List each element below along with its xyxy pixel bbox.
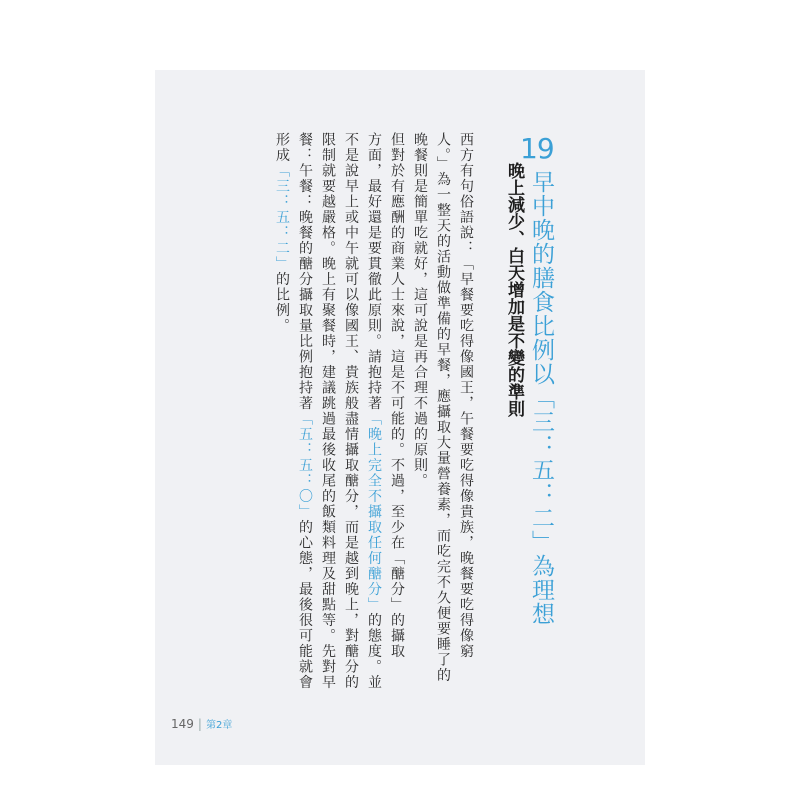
body-text-segment: 但對於有應酬的商業人士來說，這是不可能的。不過，至少在「醣分」的攝取 — [389, 132, 405, 659]
body-column — [386, 132, 407, 659]
body-text-segment: 的態度。並 — [366, 612, 382, 690]
page-number: 149 — [171, 717, 194, 731]
body-column — [409, 132, 430, 489]
body-text-segment: 形成 — [274, 132, 290, 163]
section-subtitle: 晚上減少、白天增加是不變的準則 — [504, 162, 524, 417]
section-number: 19 — [520, 132, 554, 165]
body-column — [455, 132, 476, 659]
body-column — [271, 132, 292, 334]
body-text-segment: 限制就要越嚴格。晚上有聚餐時，建議跳過最後收尾的飯類料理及甜點等。先對早 — [320, 132, 336, 690]
body-text-segment: 人。」為一整天的活動做準備的早餐，應攝取大量營養素，而吃完不久便要睡了的 — [435, 132, 451, 683]
body-text-segment: 餐：午餐：晚餐的醣分攝取量比例抱持著 — [297, 132, 313, 411]
body-text-segment: 晚餐則是簡單吃就好，這可說是再合理不過的原則。 — [412, 132, 428, 489]
body-text-segment: 的心態，最後很可能就會 — [297, 519, 313, 690]
body-text-segment: 西方有句俗語說：「早餐要吃得像國王，午餐要吃得像貴族，晚餐要吃得像窮 — [458, 132, 474, 659]
body-column — [363, 132, 384, 690]
page-footer — [171, 716, 232, 731]
highlighted-phrase: 「晚上完全不攝取任何醣分」 — [366, 411, 382, 613]
footer-separator: | — [197, 717, 202, 731]
body-text-segment: 不是說早上或中午就可以像國王、貴族般盡情攝取醣分，而是越到晚上，對醣分的 — [343, 132, 359, 690]
book-page — [155, 70, 645, 765]
body-column — [294, 132, 315, 690]
chapter-label: 第2章 — [205, 720, 233, 731]
highlighted-phrase: 「五：五：〇」 — [297, 411, 313, 520]
section-title: 早中晚的膳食比例以「三：五：二」為理想 — [528, 170, 554, 626]
body-column — [317, 132, 338, 690]
body-text-segment: 方面，最好還是要貫徹此原則。請抱持著 — [366, 132, 382, 411]
body-column — [432, 132, 453, 683]
body-text-segment: 的比例。 — [274, 271, 290, 334]
body-column — [340, 132, 361, 690]
highlighted-phrase: 「三：五：二」 — [274, 163, 290, 272]
